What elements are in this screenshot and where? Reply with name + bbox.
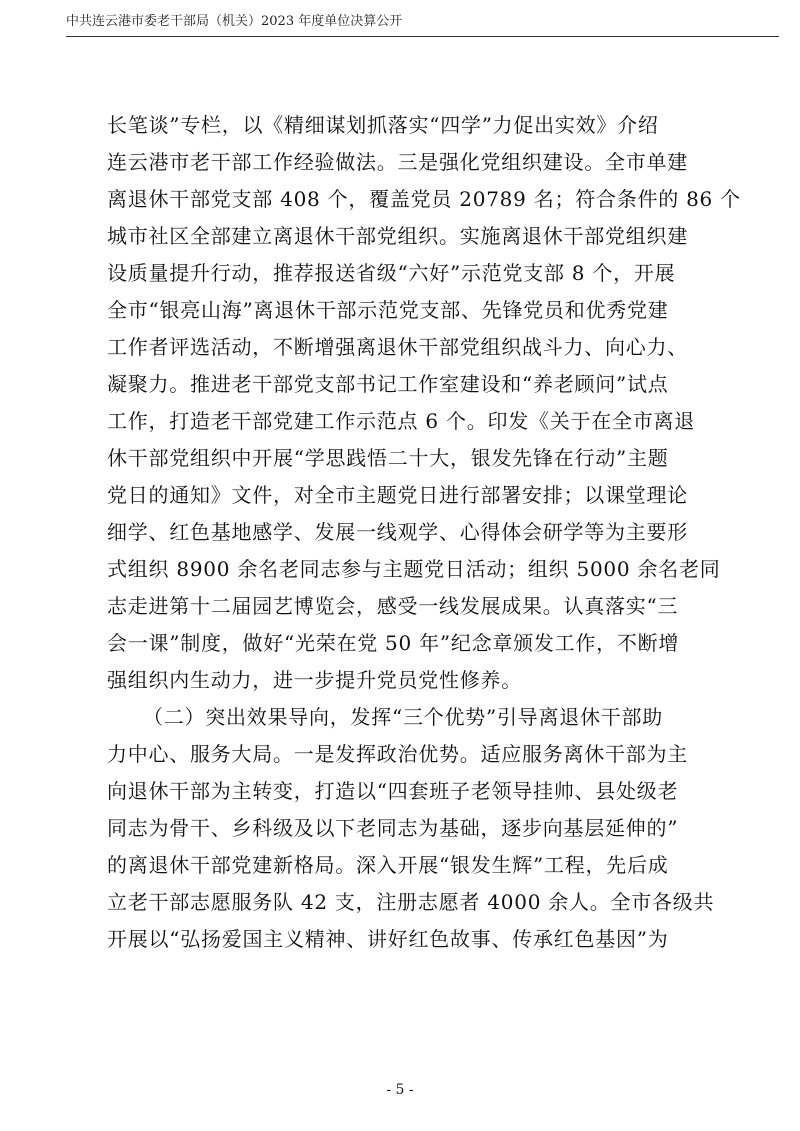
- body-line: 开展以“弘扬爱国主义精神、讲好红色故事、传承红色基因”为: [107, 927, 669, 951]
- body-line: 同志为骨干、乡科级及以下老同志为基础，逐步向基层延伸的”: [107, 816, 679, 840]
- body-line: 志走进第十二届园艺博览会，感受一线发展成果。认真落实“三: [107, 594, 679, 618]
- header-title: 中共连云港市委老干部局（机关）2023 年度单位决算公开: [66, 14, 403, 29]
- body-text: [107, 107, 741, 958]
- body-line: 离退休干部党支部 408 个，覆盖党员 20789 名；符合条件的 86 个: [107, 187, 741, 211]
- body-line: 工作，打造老干部党建工作示范点 6 个。印发《关于在全市离退: [107, 409, 695, 433]
- body-line: 强组织内生动力，进一步提升党员党性修养。: [107, 668, 522, 692]
- body-line: 的离退休干部党建新格局。深入开展“银发生辉”工程，先后成: [107, 853, 669, 877]
- page-number: - 5 -: [386, 1082, 414, 1098]
- body-line: 式组织 8900 余名老同志参与主题党日活动；组织 5000 余名老同: [107, 557, 721, 581]
- body-line: 党日的通知》文件，对全市主题党日进行部署安排；以课堂理论: [107, 483, 688, 507]
- body-line: 连云港市老干部工作经验做法。三是强化党组织建设。全市单建: [107, 150, 688, 174]
- body-line: 凝聚力。推进老干部党支部书记工作室建设和“养老顾问”试点: [107, 372, 669, 396]
- body-line: 工作者评选活动，不断增强离退休干部党组织战斗力、向心力、: [107, 335, 688, 359]
- body-line-indented: （二）突出效果导向，发挥“三个优势”引导离退休干部助: [143, 705, 663, 729]
- body-line: 会一课”制度，做好“光荣在党 50 年”纪念章颁发工作，不断增: [107, 631, 680, 655]
- body-line: 力中心、服务大局。一是发挥政治优势。适应服务离休干部为主: [107, 742, 688, 766]
- body-line: 立老干部志愿服务队 42 支，注册志愿者 4000 余人。全市各级共: [107, 890, 715, 914]
- body-line: 全市“银亮山海”离退休干部示范党支部、先锋党员和优秀党建: [107, 298, 669, 322]
- page-header: [66, 10, 779, 37]
- body-line: 休干部党组织中开展“学思践悟二十大，银发先锋在行动”主题: [107, 446, 669, 470]
- body-line: 向退休干部为主转变，打造以“四套班子老领导挂帅、县处级老: [107, 779, 679, 803]
- body-line: 设质量提升行动，推荐报送省级“六好”示范党支部 8 个，开展: [107, 261, 676, 285]
- body-line: 长笔谈”专栏，以《精细谋划抓落实“四学”力促出实效》介绍: [107, 113, 659, 137]
- body-line: 细学、红色基地感学、发展一线观学、心得体会研学等为主要形: [107, 520, 688, 544]
- body-line: 城市社区全部建立离退休干部党组织。实施离退休干部党组织建: [107, 224, 688, 248]
